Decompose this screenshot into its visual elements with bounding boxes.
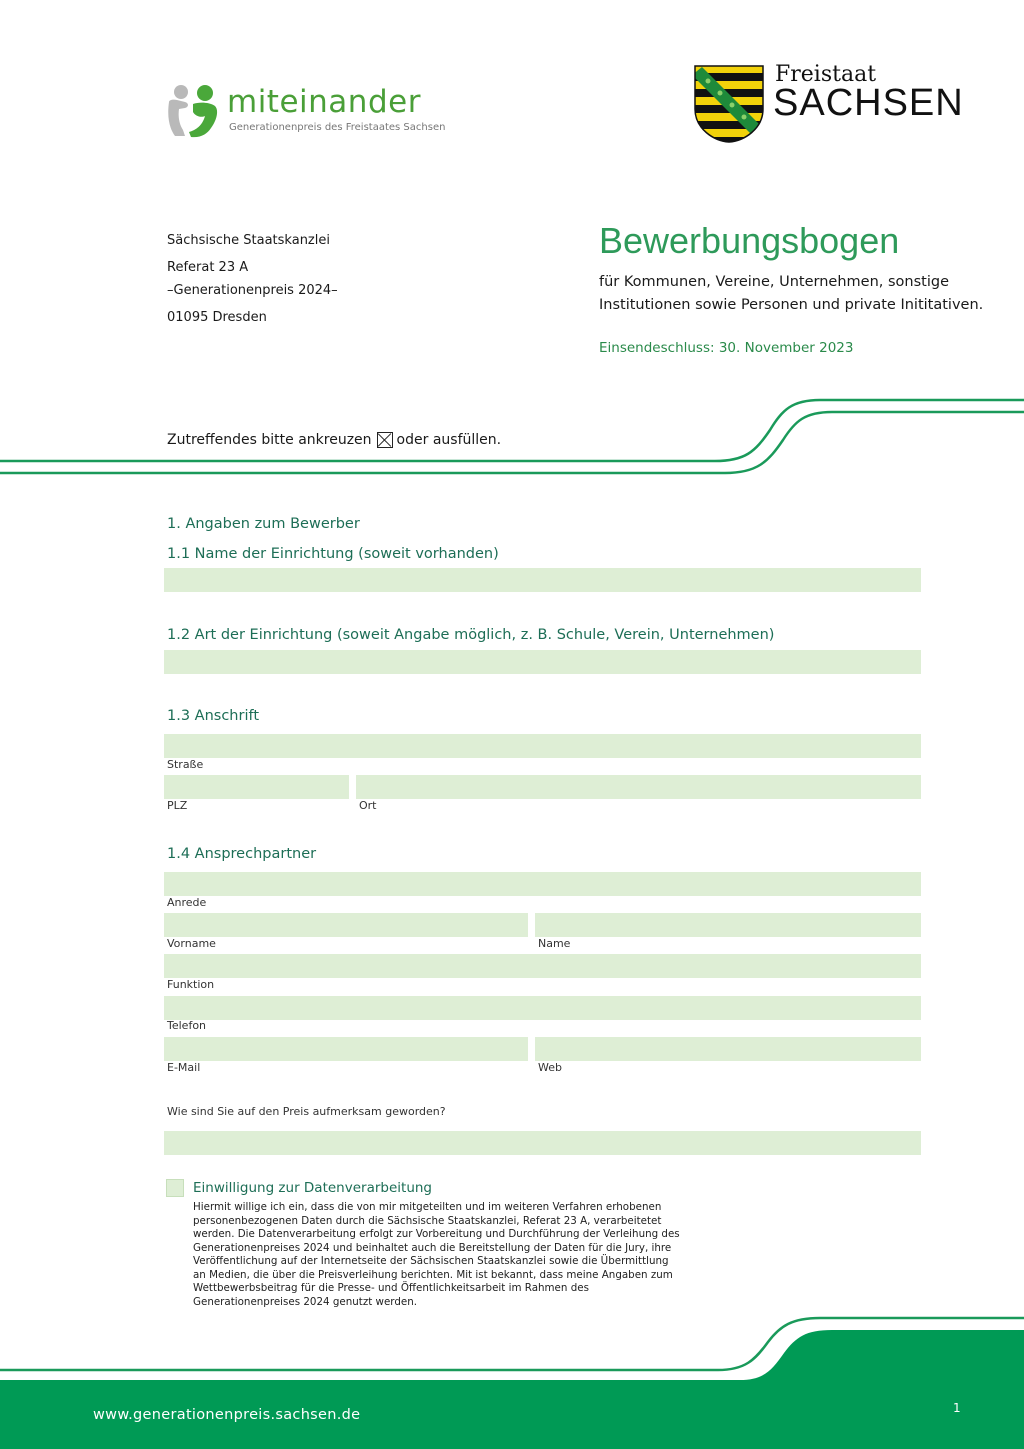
instruction-before: Zutreffendes bitte ankreuzen: [167, 432, 372, 448]
last-name-field[interactable]: [535, 913, 921, 937]
function-label: Funktion: [167, 978, 215, 991]
miteinander-logo-icon: [165, 84, 221, 138]
zip-field[interactable]: [164, 775, 349, 799]
section-1-heading: 1. Angaben zum Bewerber: [167, 516, 360, 532]
address-line-4: 01095 Dresden: [167, 310, 267, 325]
first-name-label: Vorname: [167, 937, 216, 950]
saxony-coat-of-arms-icon: [694, 65, 764, 143]
address-line-1: Sächsische Staatskanzlei: [167, 233, 330, 248]
consent-text: Hiermit willige ich ein, dass die von mir mitgeteilten und im weiteren Verfahren erhobenen personenbezogenen Daten durch die Sächsische Staatskanzlei, Referat 23 A, verarbeitetet werden. Die Datenverarbeitung erfolgt zur Vorbereitung und Durchführung der Verleihung des Generationenpreises 2024 und beinhaltet auch die Bereitstellung der Daten für die Jury, ihre Veröffentlichung auf der Internetseite der Sächsischen Staatskanzlei sowie die Übermittlung an Medien, die über die Preisverleihung berichten. Mit ist bekannt, dass meine Angaben zum Wettbewerbsbeitrag für die Presse- und Öffentlichkeitsarbeit im Rahmen des Generationenpreises 2024 genutzt werden.: [193, 1201, 680, 1308]
referral-field[interactable]: [164, 1131, 921, 1155]
city-field[interactable]: [356, 775, 921, 799]
header-wave-divider: [0, 390, 1024, 480]
address-line-3: –Generationenpreis 2024–: [167, 283, 338, 298]
section-1-3-heading: 1.3 Anschrift: [167, 708, 260, 724]
web-field[interactable]: [535, 1037, 921, 1061]
subtitle-line-1: für Kommunen, Vereine, Unternehmen, sonstige: [599, 274, 949, 290]
state-name-line1: Freistaat: [775, 62, 877, 87]
crossed-checkbox-icon: [377, 432, 393, 448]
section-1-2-heading: 1.2 Art der Einrichtung (soweit Angabe möglich, z. B. Schule, Verein, Unternehmen): [167, 627, 775, 643]
street-label: Straße: [167, 758, 204, 771]
zip-label: PLZ: [167, 799, 188, 812]
page-number: 1: [953, 1401, 961, 1415]
section-1-1-heading: 1.1 Name der Einrichtung (soweit vorhanden): [167, 546, 499, 562]
consent-checkbox[interactable]: [166, 1179, 184, 1197]
logo-subtitle: Generationenpreis des Freistaates Sachsen: [229, 122, 446, 133]
salutation-field[interactable]: [164, 872, 921, 896]
function-field[interactable]: [164, 954, 921, 978]
email-label: E-Mail: [167, 1061, 201, 1074]
address-line-2: Referat 23 A: [167, 260, 249, 275]
state-name-line2: SACHSEN: [773, 82, 964, 124]
email-field[interactable]: [164, 1037, 528, 1061]
last-name-label: Name: [538, 937, 571, 950]
logo-wordmark: miteinander: [227, 84, 421, 120]
instruction-after: oder ausfüllen.: [396, 432, 502, 448]
institution-type-field[interactable]: [164, 650, 921, 674]
referral-question: Wie sind Sie auf den Preis aufmerksam geworden?: [167, 1105, 446, 1118]
footer-website-link[interactable]: www.generationenpreis.sachsen.de: [93, 1407, 361, 1423]
subtitle-line-2: Institutionen sowie Personen und private Inititativen.: [599, 297, 984, 313]
section-1-4-heading: 1.4 Ansprechpartner: [167, 846, 317, 862]
street-field[interactable]: [164, 734, 921, 758]
city-label: Ort: [359, 799, 377, 812]
phone-label: Telefon: [167, 1019, 207, 1032]
web-label: Web: [538, 1061, 562, 1074]
footer-wave-band: [0, 1310, 1024, 1449]
institution-name-field[interactable]: [164, 568, 921, 592]
salutation-label: Anrede: [167, 896, 207, 909]
deadline-text: Einsendeschluss: 30. November 2023: [599, 340, 854, 356]
page-title: Bewerbungsbogen: [599, 220, 900, 261]
fill-instruction: [167, 432, 501, 448]
consent-title: Einwilligung zur Datenverarbeitung: [193, 1180, 432, 1196]
phone-field[interactable]: [164, 996, 921, 1020]
first-name-field[interactable]: [164, 913, 528, 937]
